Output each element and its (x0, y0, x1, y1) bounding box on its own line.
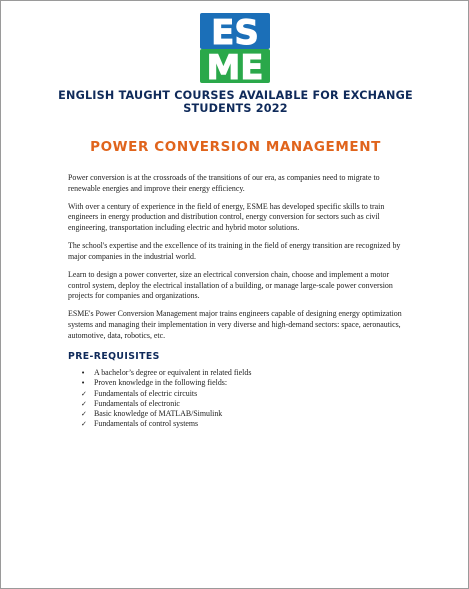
prerequisites-list (81, 368, 251, 430)
checkmark-icon: ✓ (81, 420, 87, 429)
heading-line-1: ENGLISH TAUGHT COURSES AVAILABLE FOR EXCHANGE (58, 89, 413, 102)
logo-letters-top: ES (211, 13, 259, 53)
checkmark-icon: ✓ (81, 399, 87, 408)
paragraph: Power conversion is at the crossroads of the transitions of our era, as companies need to migrate to renewable energies and improve their energy efficiency. (68, 173, 380, 193)
paragraph: With over a century of experience in the field of energy, ESME has developed specific skills to train engineers in energy production and distribution control, energy conversion for sectors such as civil engineering, transportation including electric and hybrid motor solutions. (68, 201, 385, 232)
list-item (81, 389, 251, 399)
list-item (81, 368, 251, 378)
list-item-text: Fundamentals of electric circuits (94, 388, 198, 398)
bullet-icon: • (81, 379, 86, 388)
bullet-icon: • (81, 369, 86, 377)
list-item-text: Fundamentals of control systems (94, 419, 199, 429)
checkmark-icon: ✓ (81, 410, 87, 419)
list-item-text: Basic knowledge of MATLAB/Simulink (94, 409, 223, 419)
list-item (81, 399, 251, 409)
esme-logo-mark (200, 13, 270, 83)
logo-letters-bottom: ME (206, 48, 264, 83)
list-item (81, 378, 251, 388)
paragraph: The school's expertise and the excellence of its training in the field of energy transition are recognized by major companies in the industrial world. (68, 241, 401, 261)
paragraph: ESME's Power Conversion Management major trains engineers capable of designing energy optimization systems and managing their implementation in very diverse and high-demand sectors: space, aeronautics, automotive, data, robotics, etc. (68, 309, 402, 340)
course-description (68, 173, 404, 349)
list-item (81, 409, 251, 419)
list-item-text: A bachelor’s degree or equivalent in related fields (94, 368, 252, 377)
course-title: POWER CONVERSION MANAGEMENT (90, 139, 381, 155)
esme-logo (200, 13, 270, 83)
paragraph: Learn to design a power converter, size an electrical conversion chain, choose and implement a motor control system, deploy the electrical installation of a building, or manage large-scale power conversion projects for companies and organizations. (68, 269, 393, 301)
document-heading (1, 89, 469, 115)
checkmark-icon: ✓ (81, 389, 87, 398)
heading-line-2: STUDENTS 2022 (183, 102, 288, 115)
list-item-text: Proven knowledge in the following fields: (94, 378, 228, 388)
list-item-text: Fundamentals of electronic (94, 398, 180, 408)
list-item (81, 419, 251, 429)
prerequisites-heading: PRE-REQUISITES (68, 351, 160, 362)
